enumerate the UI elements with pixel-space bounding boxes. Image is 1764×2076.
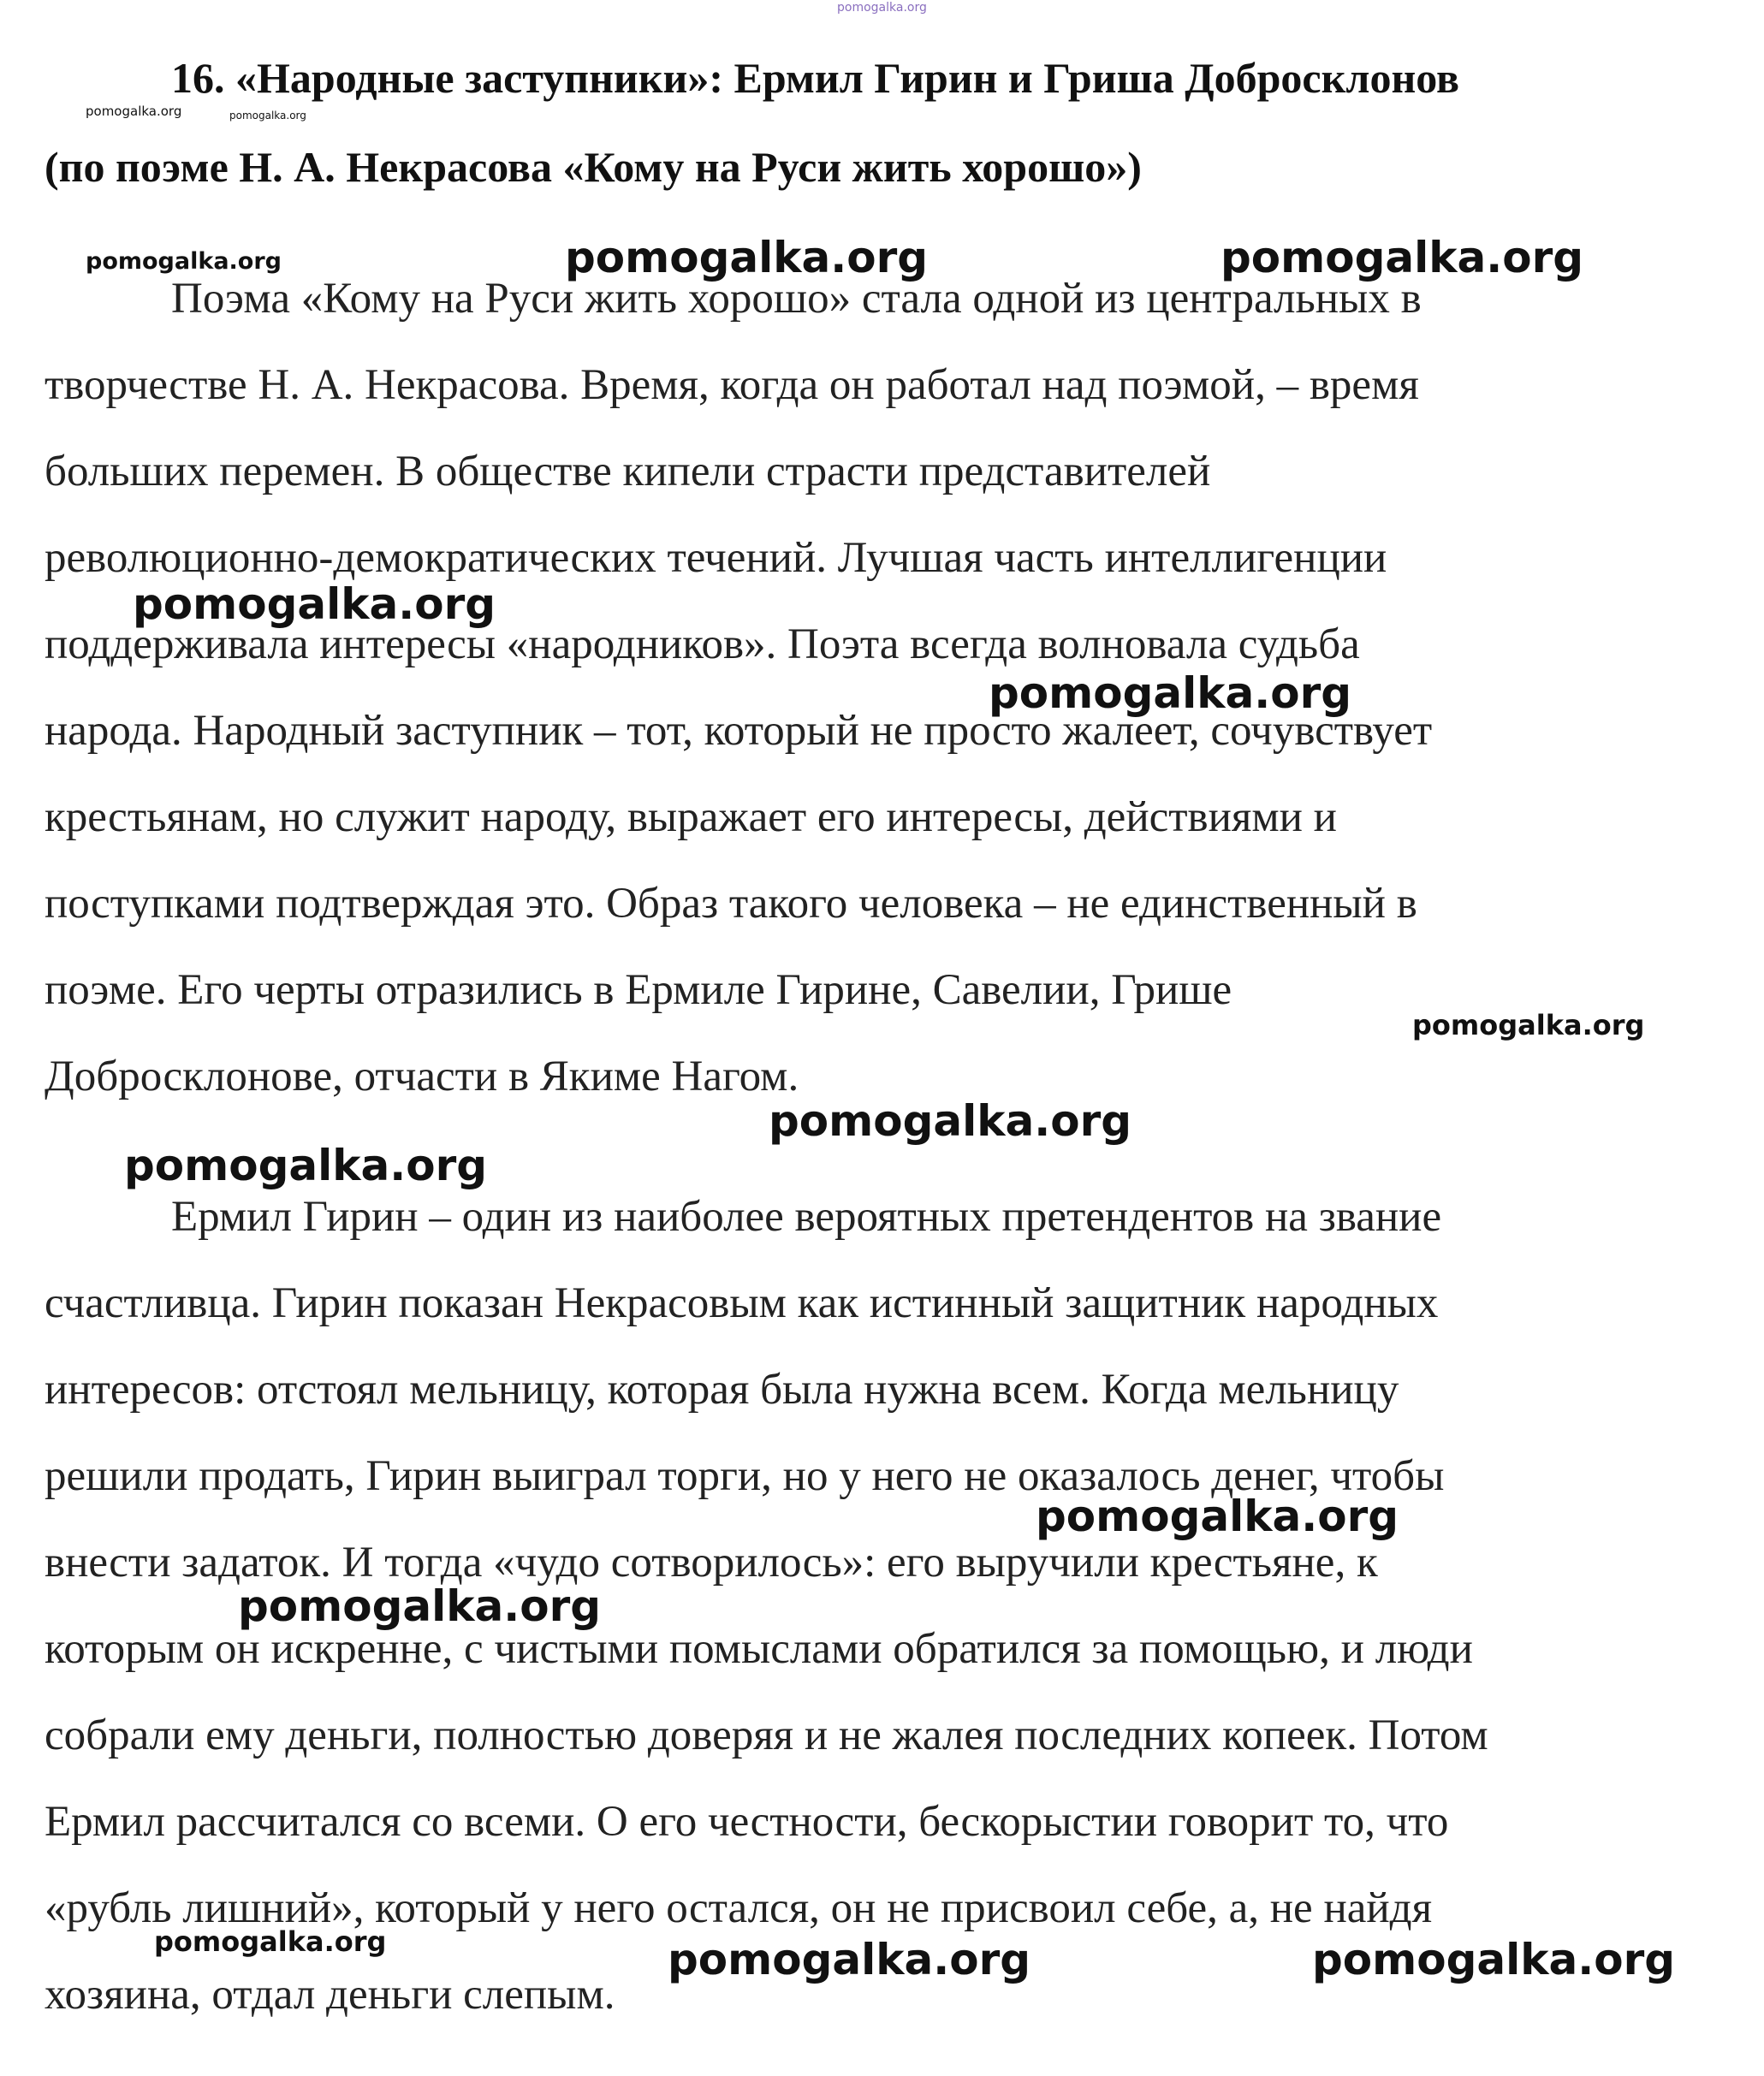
watermark: pomogalka.org xyxy=(154,1925,387,1958)
watermark: pomogalka.org xyxy=(133,579,496,629)
paragraph-line: крестьянам, но служит народу, выражает его интересы, действиями и xyxy=(45,793,1337,841)
paragraph-line: Добросклонове, отчасти в Якиме Нагом. xyxy=(45,1053,799,1100)
paragraph-line: внести задаток. И тогда «чудо сотворилось»: его выручили крестьяне, к xyxy=(45,1539,1378,1587)
paragraph-line: «рубль лишний», который у него остался, он не присвоил себе, а, не найдя xyxy=(45,1884,1433,1932)
paragraph-line: поддерживала интересы «народников». Поэта всегда волновала судьба xyxy=(45,620,1360,668)
watermark: pomogalka.org xyxy=(86,104,182,119)
watermark: pomogalka.org xyxy=(1036,1492,1399,1541)
paragraph-line: поступками подтверждая это. Образ такого человека – не единственный в xyxy=(45,880,1417,928)
paragraph-line: Ермил Гирин – один из наиболее вероятных претендентов на звание xyxy=(171,1193,1442,1241)
paragraph-line: поэме. Его черты отразились в Ермиле Гирине, Савелии, Грише xyxy=(45,966,1232,1014)
paragraph-line: революционно-демократических течений. Лучшая часть интеллигенции xyxy=(45,534,1387,582)
paragraph-line: хозяина, отдал деньги слепым. xyxy=(45,1971,615,2019)
paragraph-line: Ермил рассчитался со всеми. О его честности, бескорыстии говорит то, что xyxy=(45,1798,1449,1846)
document-title-line-2: (по поэме Н. А. Некрасова «Кому на Руси жить хорошо») xyxy=(45,143,1142,191)
watermark: pomogalka.org xyxy=(238,1581,602,1631)
paragraph-line: народа. Народный заступник – тот, который не просто жалеет, сочувствует xyxy=(45,707,1433,755)
paragraph-1 xyxy=(45,256,1722,1120)
watermark: pomogalka.org xyxy=(86,248,282,275)
watermark: pomogalka.org xyxy=(124,1141,488,1190)
watermark: pomogalka.org xyxy=(1412,1009,1645,1041)
watermark: pomogalka.org xyxy=(668,1935,1031,1984)
paragraph-line: которым он искренне, с чистыми помыслами обратился за помощью, и люди xyxy=(45,1625,1473,1673)
paragraph-line: творчестве Н. А. Некрасова. Время, когда он работал над поэмой, – время xyxy=(45,361,1419,409)
paragraph-line: счастливца. Гирин показан Некрасовым как истинный защитник народных xyxy=(45,1279,1439,1327)
watermark: pomogalka.org xyxy=(1312,1935,1676,1984)
document-title-line-1: 16. «Народные заступники»: Ермил Гирин и Гриша Добросклонов xyxy=(171,54,1460,102)
watermark: pomogalka.org xyxy=(229,110,306,122)
watermark: pomogalka.org xyxy=(989,668,1352,718)
paragraph-line: Поэма «Кому на Руси жить хорошо» стала одной из центральных в xyxy=(171,275,1422,323)
paragraph-line: интересов: отстоял мельницу, которая была нужна всем. Когда мельницу xyxy=(45,1366,1399,1414)
watermark: pomogalka.org xyxy=(565,233,929,282)
watermark: pomogalka.org xyxy=(1221,233,1584,282)
watermark: pomogalka.org xyxy=(769,1096,1132,1146)
paragraph-line: собрали ему деньги, полностью доверяя и не жалея последних копеек. Потом xyxy=(45,1711,1488,1759)
paragraph-line: больших перемен. В обществе кипели страсти представителей xyxy=(45,448,1211,495)
watermark: pomogalka.org xyxy=(837,1,927,15)
paragraph-line: решили продать, Гирин выиграл торги, но у него не оказалось денег, чтобы xyxy=(45,1452,1445,1500)
